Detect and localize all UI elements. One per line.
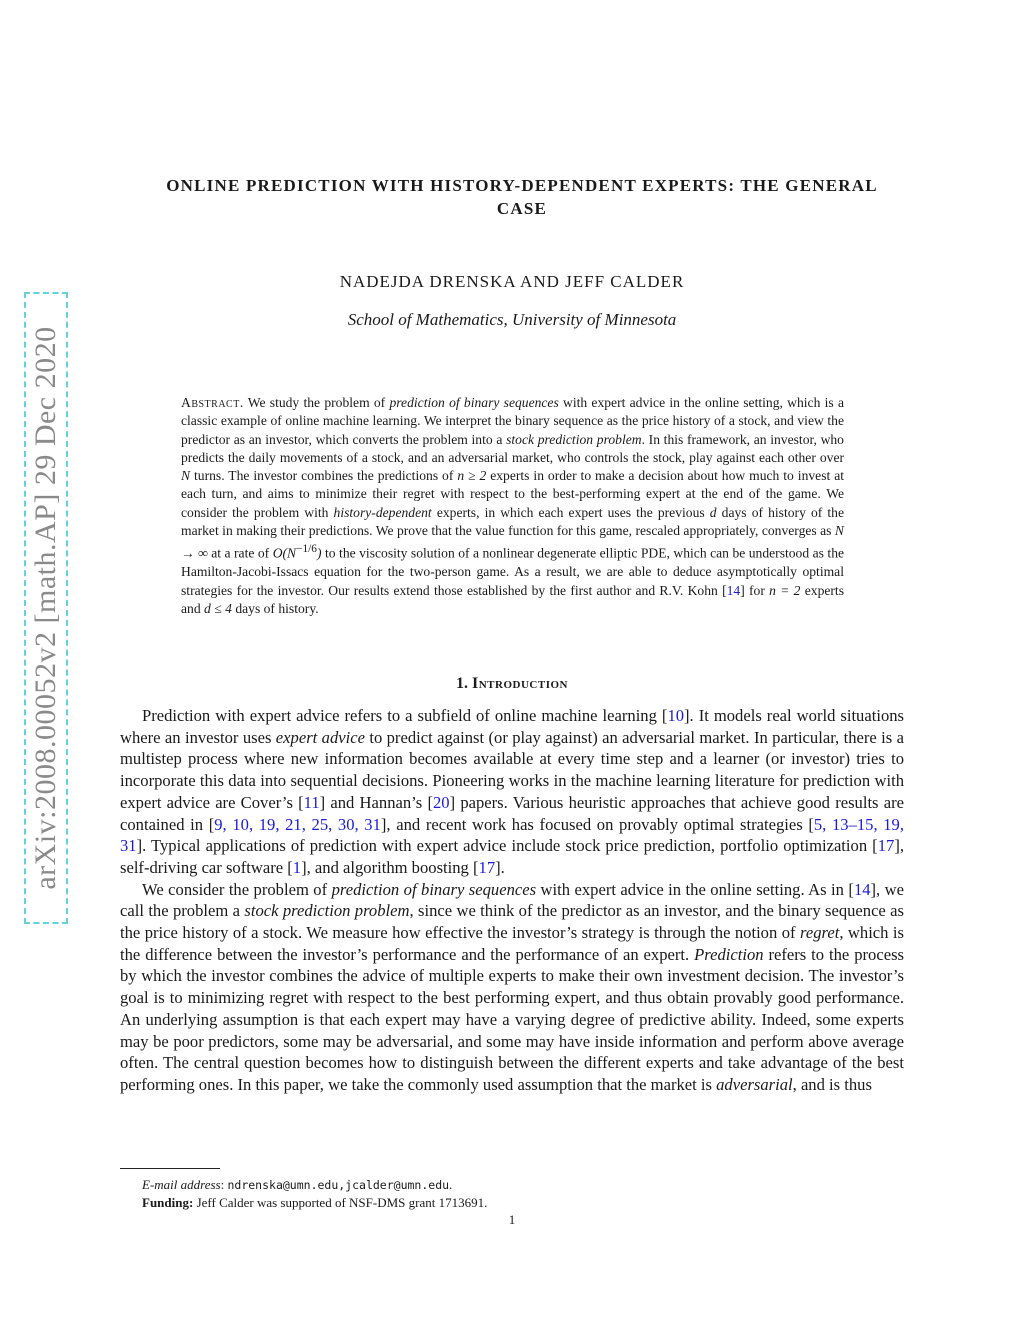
citation-link[interactable]: 17 xyxy=(877,836,895,856)
email-label: E-mail address xyxy=(142,1177,221,1192)
paper-affiliation: School of Mathematics, University of Minnesota xyxy=(347,310,677,329)
citation-link[interactable]: 10 xyxy=(667,706,685,725)
arxiv-identifier: arXiv:2008.00052v2 [math.AP] 29 Dec 2020 xyxy=(29,326,62,890)
page-number: 1 xyxy=(508,1212,516,1227)
funding-label: Funding: xyxy=(142,1195,194,1210)
citation-link[interactable]: 14 xyxy=(726,582,741,598)
citation-link[interactable]: 14 xyxy=(853,879,871,899)
intro-paragraph-2: We consider the problem of prediction of binary sequences with expert advice in the online setting. As in [14], we call the problem a stock prediction problem, since we think of the predictor as an investor, and the binary sequence as the price history of a stock. We measure how effective the investor’s strategy is through the notion of regret, which is the difference between the investor’s performance and the performance of an expert. Prediction refers to the process by which the investor combines the advice of multiple experts to make their own investment decision. The investor’s goal is to minimizing regret with respect to the best performing expert, and thus obtain provably good performance. An underlying assumption is that each expert may have a varying degree of predictive ability. Indeed, some experts may be poor predictors, some may be adversarial, and some may have inside information and perform above average often. The central question becomes how to distinguish between the different experts and take advantage of the best performing ones. In this paper, we take the commonly used assumption that the market is adversarial, and is thus xyxy=(120,879,905,1094)
footnotes xyxy=(120,1176,904,1212)
funding-text: Jeff Calder was supported of NSF-DMS grant 1713691. xyxy=(196,1195,488,1210)
section-number: 1. xyxy=(456,675,469,692)
arxiv-sidebar-stamp xyxy=(24,292,68,924)
intro-paragraph-1: Prediction with expert advice refers to a subfield of online machine learning [10]. It models real world situations where an investor uses expert advice to predict against (or play against) an adversarial market. In particular, there is a multistep process where new information becomes available at every time step and a learner (or investor) tries to incorporate this data into sequential decisions. Pioneering works in the machine learning literature for prediction with expert advice are Cover’s [11] and Hannan’s [20] papers. Various heuristic approaches that achieve good results are contained in [9, 10, 19, 21, 25, 30, 31], and recent work has focused on provably optimal strategies [5, 13–15, 19, 31]. Typical applications of prediction with expert advice include stock price prediction, portfolio optimization [17], self-driving car software [1], and algorithm boosting [17]. xyxy=(120,706,904,877)
paper-authors: NADEJDA DRENSKA AND JEFF CALDER xyxy=(339,272,685,291)
citation-link[interactable]: 20 xyxy=(432,792,450,812)
abstract: Abstract. We study the problem of prediction of binary sequences with expert advice in the online setting, which is a classic example of online machine learning. We interpret the binary sequence as the price history of a stock, and view the predictor as an investor, which converts the problem into a stock prediction problem. In this framework, an investor, who predicts the daily movements of a stock, and an adversarial market, who controls the stock, play against each other over N turns. The investor combines the predictions of n ≥ 2 experts in order to make a decision about how much to invest at each turn, and aims to minimize their regret with respect to the best-performing expert at the end of the game. We consider the problem with history-dependent experts, in which each expert uses the previous d days of history of the market in making their predictions. We prove that the value function for this game, rescaled appropriately, converges as N → ∞ at a rate of $O(N^{-1/6})$ to the viscosity solution of a nonlinear degenerate elliptic PDE, which can be understood as the Hamilton-Jacobi-Issacs equation for the two-person game. As a result, we are able to deduce asymptotically optimal strategies for the investor. Our results extend those established by the first author and R.V. Kohn [14] for n = 2 experts and d ≤ 4 days of history. xyxy=(181,395,845,616)
funding-footnote xyxy=(120,1194,904,1212)
citation-link[interactable]: 9, 10, 19, 21, 25, 30, 31 xyxy=(214,814,381,834)
section-title: Introduction xyxy=(472,675,568,692)
abstract-label: Abstract. xyxy=(181,395,244,410)
email-addresses[interactable]: ndrenska@umn.edu,jcalder@umn.edu xyxy=(227,1178,450,1192)
citation-link[interactable]: 17 xyxy=(478,857,496,877)
body-text xyxy=(120,705,904,1096)
citation-link[interactable]: 1 xyxy=(292,857,302,877)
citation-link[interactable]: 11 xyxy=(303,792,320,812)
footnote-rule xyxy=(120,1168,220,1169)
citation-link[interactable]: 5, 13–15, 19, 31 xyxy=(120,814,904,856)
paper-title: ONLINE PREDICTION WITH HISTORY-DEPENDENT EXPERTS: THE GENERAL CASE xyxy=(166,176,878,218)
section-heading xyxy=(0,675,1024,693)
email-footnote: E-mail address: ndrenska@umn.edu,jcalder@umn.edu. xyxy=(142,1177,453,1192)
